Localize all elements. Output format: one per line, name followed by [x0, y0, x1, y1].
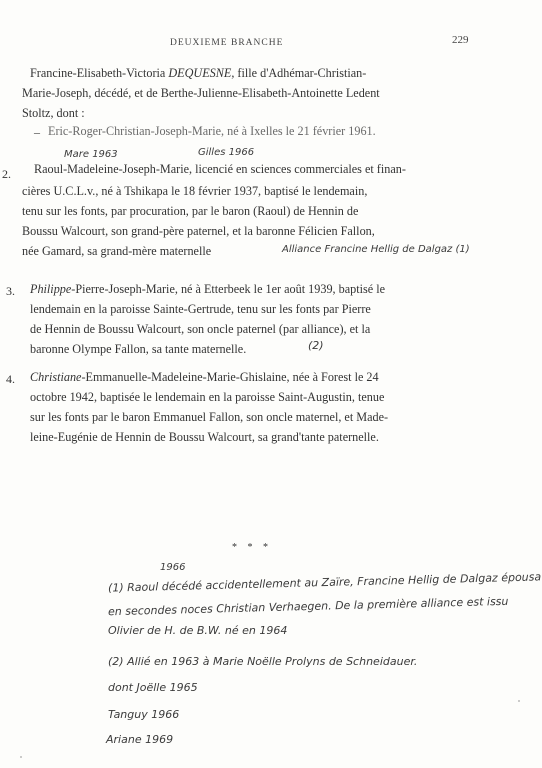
note-2-line-3: Tanguy 1966: [108, 708, 180, 721]
child-4-line-3: sur les fonts par le baron Emmanuel Fallon, son oncle maternel, et Made-: [30, 410, 389, 424]
child-4-marker: 4.: [6, 372, 15, 386]
child-4-name: Christiane: [30, 370, 82, 384]
section-title: DEUXIEME BRANCHE: [170, 38, 284, 48]
child-4-line-1-text: -Emmanuelle-Madeleine-Marie-Ghislaine, née à Forest le 24: [81, 370, 379, 384]
note-2-line-4: Ariane 1969: [106, 733, 174, 746]
child-3-line-2: lendemain en la paroisse Sainte-Gertrude, tenu sur les fonts par Pierre: [30, 302, 371, 316]
child-4-line-4: leine-Eugénie de Hennin de Boussu Walcourt, sa grand'tante paternelle.: [30, 430, 379, 444]
child-4-line-1: [30, 370, 379, 385]
page-header: [0, 34, 542, 54]
scan-speck: [20, 756, 22, 758]
note-1-line-2: en secondes noces Christian Verhaegen. De la première alliance est issu: [107, 594, 509, 619]
entry-intro-line-1: [30, 66, 366, 81]
child-3-name: Philippe: [30, 282, 72, 296]
child-3-line-1-text: -Pierre-Joseph-Marie, né à Etterbeek le 1er août 1939, baptisé le: [71, 282, 386, 296]
child-3-marker: 3.: [6, 284, 15, 298]
child-3-line-1: [30, 282, 385, 297]
entry-intro-text: Francine-Elisabeth-Victoria: [30, 66, 169, 80]
note-2-line-1: (2) Allié en 1963 à Marie Noëlle Prolyns de Schneidauer.: [108, 655, 418, 668]
note-year-above: 1966: [160, 562, 186, 573]
child-2-handwritten-alliance: Alliance Francine Hellig de Dalgaz (1): [282, 244, 470, 255]
child-2-line-2: cières U.C.L.v., né à Tshikapa le 18 février 1937, baptisé le lendemain,: [22, 184, 368, 198]
child-4-line-2: octobre 1942, baptisée le lendemain en la paroisse Saint-Augustin, tenue: [30, 390, 385, 404]
family-name: DEQUESNE,: [168, 66, 235, 80]
note-1-line-1: (1) Raoul décédé accidentellement au Zaïre, Francine Hellig de Dalgaz épousa: [107, 570, 542, 595]
child-2-marker: 2.: [2, 167, 11, 181]
child-2-line-3: tenu sur les fonts, par procuration, par le baron (Raoul) de Hennin de: [22, 204, 359, 218]
child-1-handwritten-b: Gilles 1966: [198, 147, 255, 158]
note-1-line-3: Olivier de H. de B.W. né en 1964: [108, 624, 288, 637]
scan-speck: [518, 700, 520, 702]
child-1-marker: –: [34, 125, 40, 139]
child-2-line-1: Raoul-Madeleine-Joseph-Marie, licencié en sciences commerciales et finan-: [34, 162, 406, 176]
entry-intro-line-3: Stoltz, dont :: [22, 106, 85, 120]
child-2-line-4: Boussu Walcourt, son grand-père paternel, et la baronne Félicien Fallon,: [22, 224, 375, 238]
child-3-footnote-mark: (2): [308, 339, 324, 352]
child-2-line-5: née Gamard, sa grand-mère maternelle: [22, 244, 212, 258]
entry-intro-line-2: Marie-Joseph, décédé, et de Berthe-Julienne-Elisabeth-Antoinette Ledent: [22, 86, 380, 100]
section-separator: * * *: [232, 542, 272, 553]
child-1-line-1: Eric-Roger-Christian-Joseph-Marie, né à Ixelles le 21 février 1961.: [48, 124, 376, 138]
page-number: 229: [452, 34, 469, 46]
child-3-line-4: baronne Olympe Fallon, sa tante maternelle.: [30, 342, 247, 356]
entry-intro-text-b: fille d'Adhémar-Christian-: [234, 66, 367, 80]
child-1-handwritten-a: Mare 1963: [64, 149, 118, 160]
note-2-line-2: dont Joëlle 1965: [108, 681, 198, 694]
child-3-line-3: de Hennin de Boussu Walcourt, son oncle paternel (par alliance), et la: [30, 322, 371, 336]
